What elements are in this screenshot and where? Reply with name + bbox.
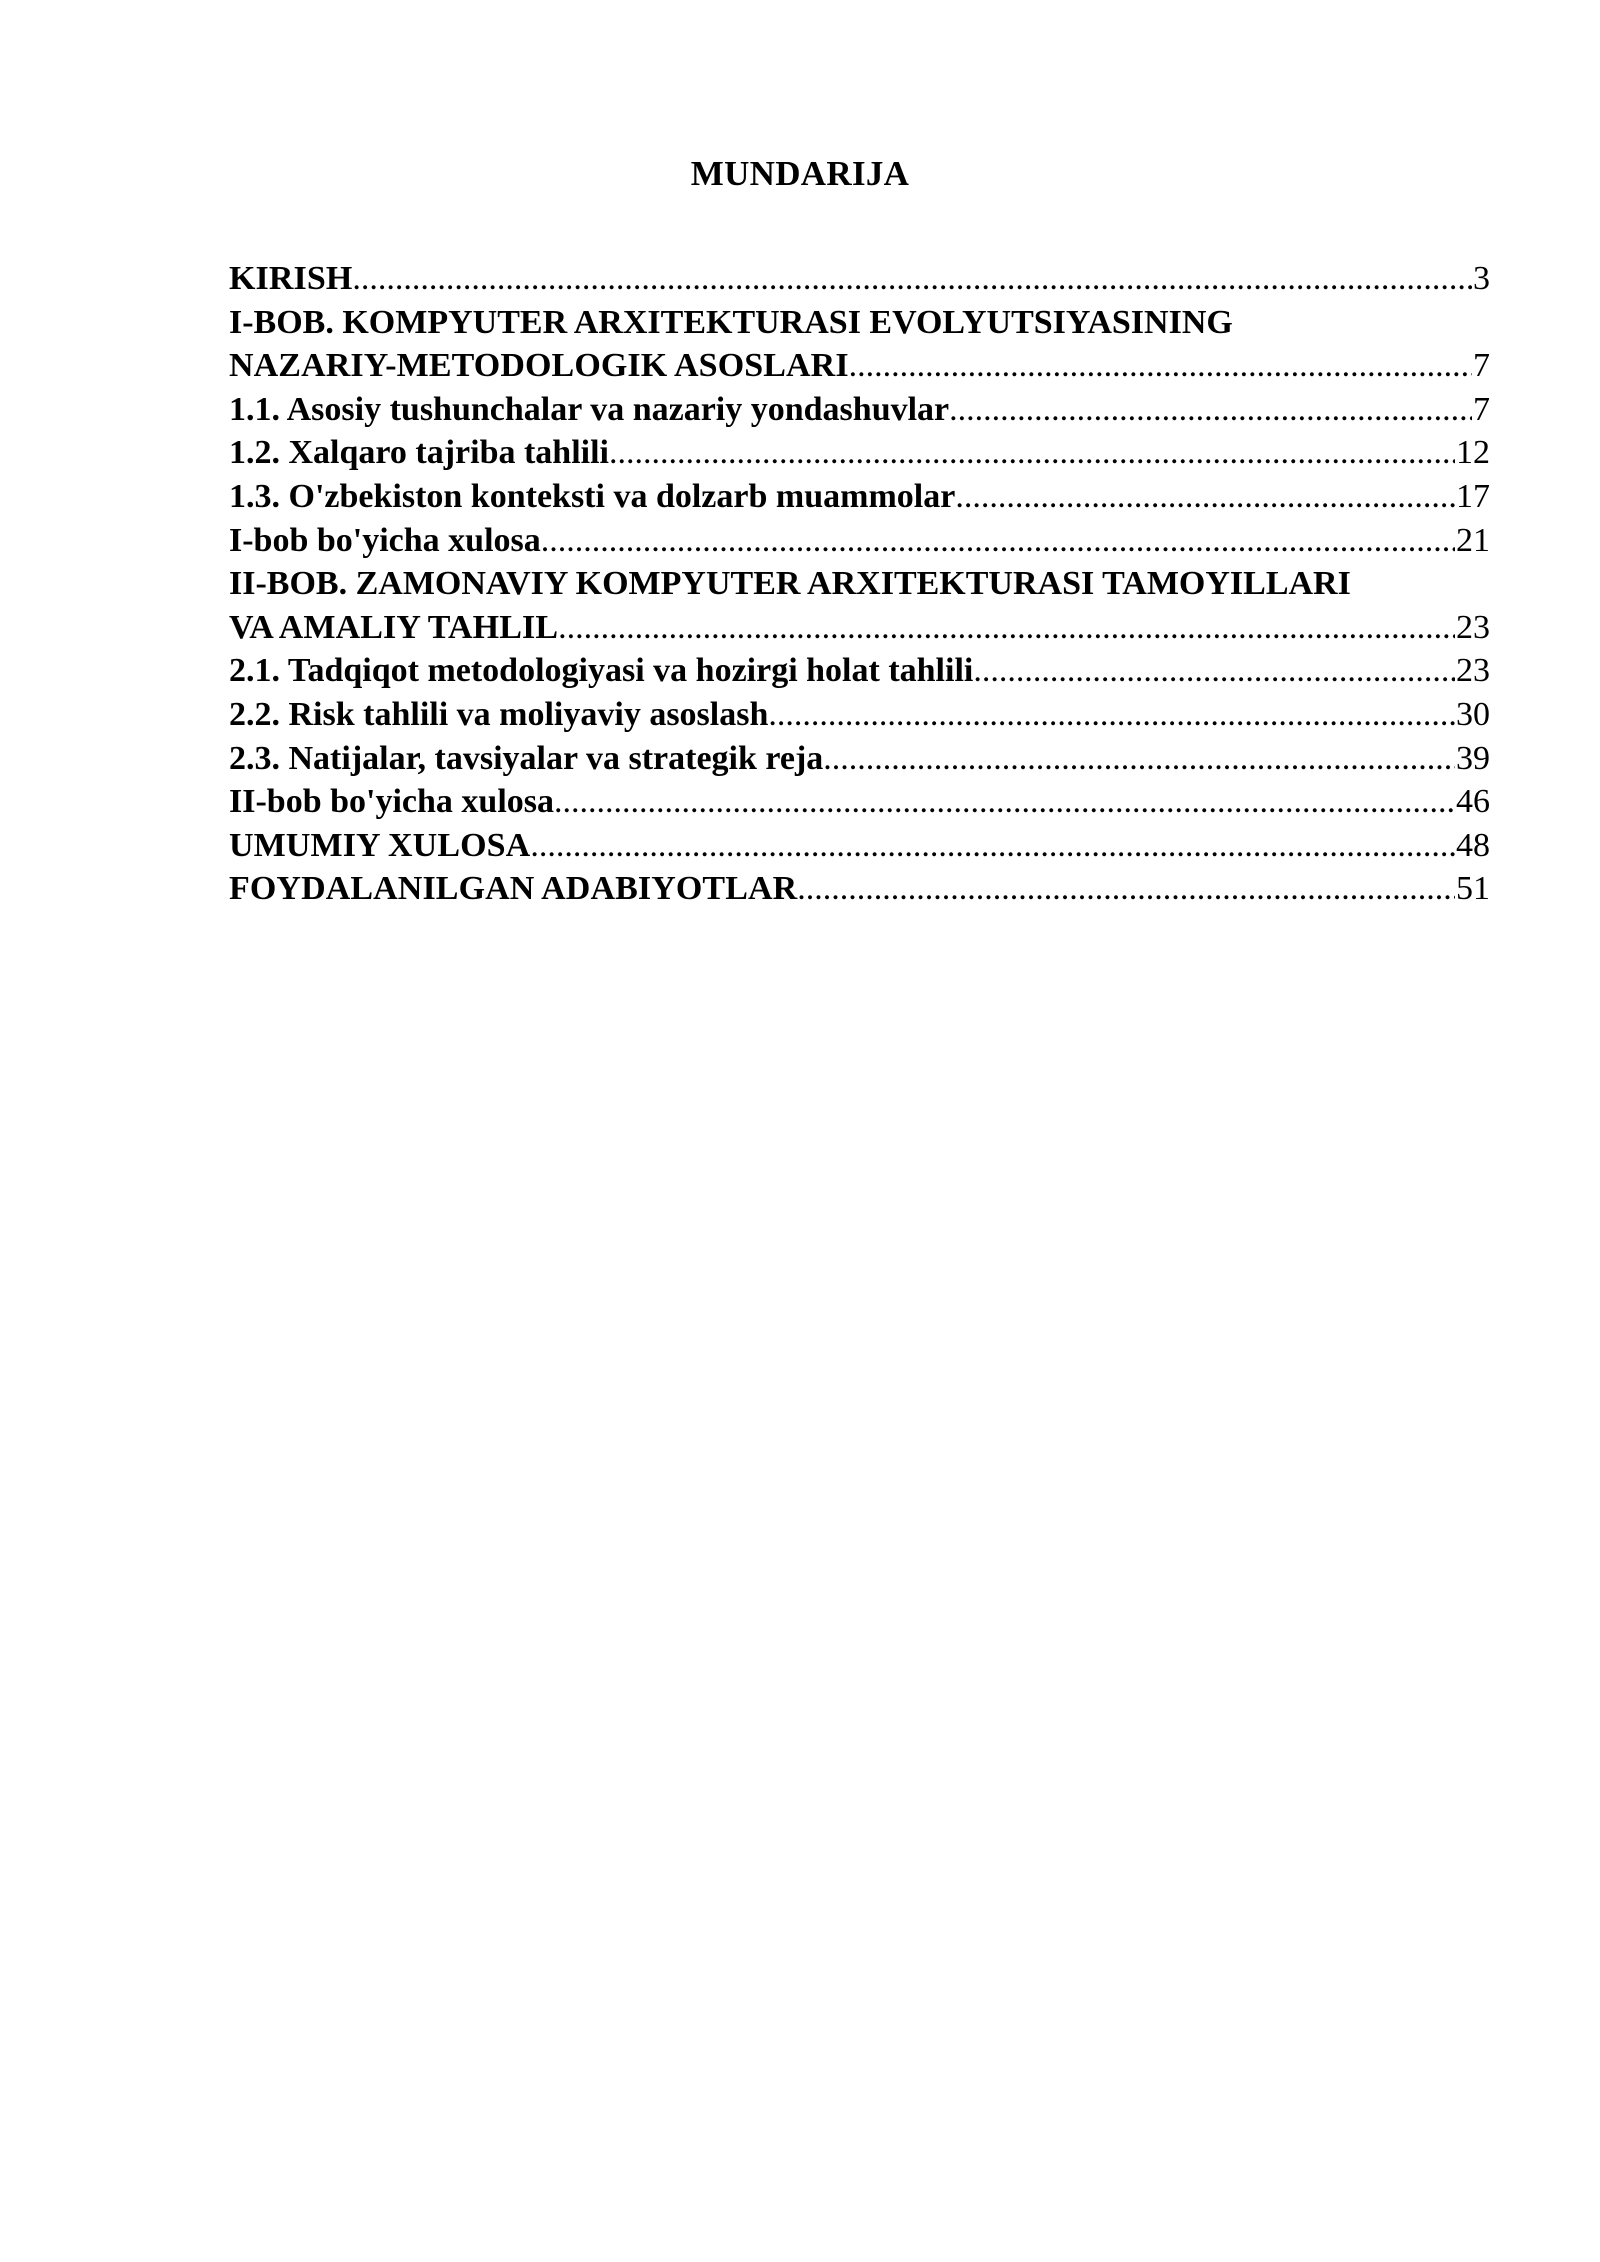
page-title: MUNDARIJA bbox=[690, 154, 910, 193]
toc-page-number: 3 bbox=[1473, 260, 1490, 297]
toc-page-number: 48 bbox=[1456, 826, 1490, 864]
toc-dot-leader bbox=[352, 257, 1472, 301]
toc-entry-2-1[interactable] bbox=[229, 649, 1490, 693]
toc-entry-1-3[interactable] bbox=[229, 475, 1490, 519]
table-of-contents bbox=[229, 257, 1490, 911]
toc-dot-leader bbox=[558, 606, 1455, 650]
toc-page-number: 30 bbox=[1456, 695, 1490, 733]
toc-dot-leader bbox=[768, 693, 1455, 737]
toc-page-number: 23 bbox=[1456, 652, 1490, 690]
toc-entry-label: II-bob bo'yicha xulosa bbox=[229, 783, 554, 821]
toc-dot-leader bbox=[849, 344, 1472, 388]
toc-entry-chapter-1-summary[interactable] bbox=[229, 519, 1490, 563]
toc-entry-label: 2.3. Natijalar, tavsiyalar va strategik reja bbox=[229, 739, 824, 777]
toc-dot-leader bbox=[609, 431, 1455, 475]
toc-entry-label: NAZARIY-METODOLOGIK ASOSLARI bbox=[229, 347, 849, 385]
toc-entry-conclusion[interactable] bbox=[229, 824, 1490, 868]
toc-dot-leader bbox=[554, 780, 1455, 824]
toc-entry-1-1[interactable] bbox=[229, 388, 1490, 432]
toc-dot-leader bbox=[797, 867, 1455, 911]
toc-page-number: 51 bbox=[1456, 870, 1490, 908]
toc-entry-label: FOYDALANILGAN ADABIYOTLAR bbox=[229, 870, 798, 908]
toc-page-number: 7 bbox=[1473, 390, 1490, 428]
toc-dot-leader bbox=[955, 475, 1455, 519]
toc-entry-label: 1.1. Asosiy tushunchalar va nazariy yondashuvlar bbox=[229, 390, 950, 428]
toc-page-number: 7 bbox=[1473, 347, 1490, 385]
toc-page-number: 21 bbox=[1456, 521, 1490, 559]
toc-entry-label: 1.2. Xalqaro tajriba tahlili bbox=[229, 434, 609, 472]
toc-entry-label: KIRISH bbox=[229, 260, 353, 297]
toc-entry-label: VA AMALIY TAHLIL bbox=[229, 608, 559, 646]
toc-entry-label: 2.1. Tadqiqot metodologiyasi va hozirgi holat tahlili bbox=[229, 652, 974, 690]
toc-entry-label: 1.3. O'zbekiston konteksti va dolzarb muammolar bbox=[229, 477, 956, 515]
toc-dot-leader bbox=[530, 824, 1455, 868]
toc-entry-label: 2.2. Risk tahlili va moliyaviy asoslash bbox=[229, 695, 769, 733]
toc-entry-label: I-bob bo'yicha xulosa bbox=[229, 521, 541, 559]
toc-page-number: 23 bbox=[1456, 608, 1490, 646]
toc-entry-kirish[interactable] bbox=[229, 257, 1490, 301]
toc-entry-chapter-1[interactable] bbox=[229, 344, 1490, 388]
toc-dot-leader bbox=[949, 388, 1472, 432]
toc-chapter-1-heading[interactable]: I-BOB. KOMPYUTER ARXITEKTURASI EVOLYUTSIYASINING bbox=[229, 303, 1233, 341]
toc-entry-2-2[interactable] bbox=[229, 693, 1490, 737]
toc-page-number: 17 bbox=[1456, 477, 1490, 515]
toc-chapter-2-heading[interactable]: II-BOB. ZAMONAVIY KOMPYUTER ARXITEKTURASI TAMOYILLARI bbox=[229, 565, 1351, 603]
toc-page-number: 12 bbox=[1456, 434, 1490, 472]
toc-dot-leader bbox=[823, 737, 1455, 781]
toc-entry-chapter-2[interactable] bbox=[229, 606, 1490, 650]
toc-entry-label: UMUMIY XULOSA bbox=[229, 826, 531, 864]
toc-entry-2-3[interactable] bbox=[229, 737, 1490, 781]
toc-dot-leader bbox=[541, 519, 1455, 563]
toc-page-number: 46 bbox=[1456, 783, 1490, 821]
toc-entry-chapter-2-summary[interactable] bbox=[229, 780, 1490, 824]
toc-entry-references[interactable] bbox=[229, 867, 1490, 911]
toc-entry-1-2[interactable] bbox=[229, 431, 1490, 475]
toc-page-number: 39 bbox=[1456, 739, 1490, 777]
toc-dot-leader bbox=[973, 649, 1455, 693]
